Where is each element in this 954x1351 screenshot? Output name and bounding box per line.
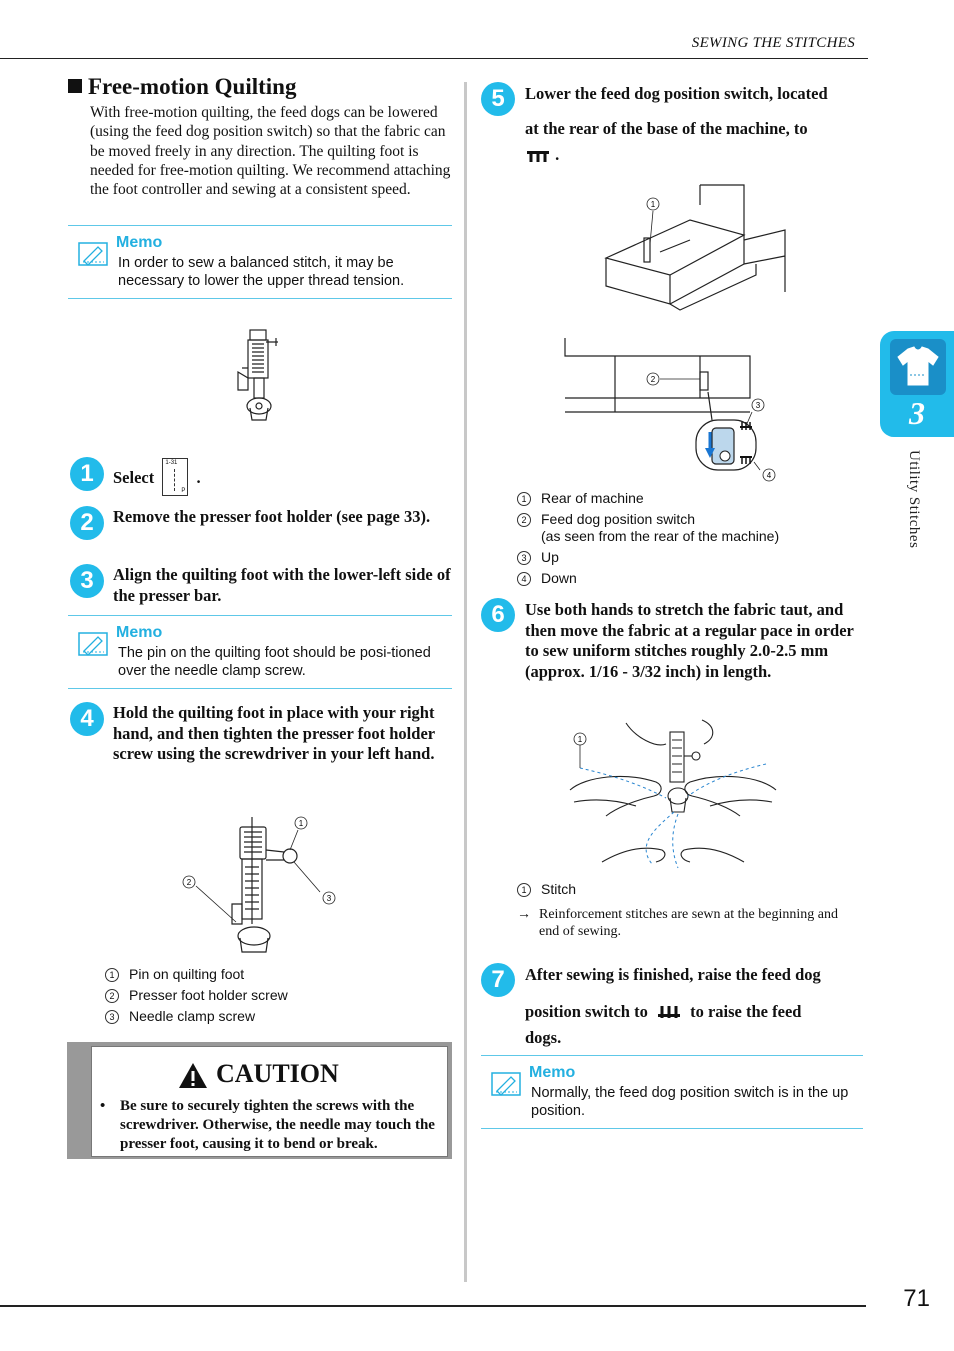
legend-item: 2 Presser foot holder screw xyxy=(105,985,288,1006)
side-label: Utility Stitches xyxy=(906,450,922,549)
memo-text: The pin on the quilting foot should be posi-tioned over the needle clamp screw. xyxy=(118,645,431,679)
step-1-label: Select xyxy=(113,467,155,487)
feed-dog-down-icon xyxy=(525,149,551,163)
foot-legend xyxy=(105,964,288,1027)
step-badge: 6 xyxy=(481,598,515,632)
note-arrow: → xyxy=(517,907,531,922)
step-badge: 5 xyxy=(481,82,515,116)
stitch-key-label: 1-31 xyxy=(165,460,178,466)
caution-box xyxy=(67,1042,452,1159)
step-7-line-3: dogs. xyxy=(525,1028,562,1047)
step-4-text: Hold the quilting foot in place with your right hand, and then tighten the presser foot holder screw using the screwdriver in your left hand. xyxy=(113,703,435,763)
foot-screw-illustration xyxy=(178,812,343,962)
step-7-line-1: After sewing is finished, raise the feed dog xyxy=(525,965,821,984)
footer-rule xyxy=(0,1305,866,1307)
chapter-number: 3 xyxy=(909,395,925,431)
legend-item: 1 Stitch xyxy=(517,879,576,900)
stitch-dotted-line-icon xyxy=(174,469,175,491)
column-divider xyxy=(464,82,467,1282)
legend-item: 1 Pin on quilting foot xyxy=(105,964,288,985)
step-1-suffix: . xyxy=(196,467,201,487)
header-rule xyxy=(0,58,868,59)
step-7-part-2: position switch to xyxy=(525,1001,648,1021)
callout-1: 1 xyxy=(650,200,656,209)
step-2-text: Remove the presser foot holder (see page 33). xyxy=(113,507,431,526)
section-heading xyxy=(68,74,296,100)
feed-dog-down-icon-small xyxy=(740,456,752,464)
step-5-text xyxy=(525,84,865,166)
memo-box xyxy=(481,1055,863,1129)
memo-box xyxy=(68,225,452,299)
memo-pencil-icon xyxy=(78,632,108,656)
stitch-note xyxy=(517,906,857,940)
legend-item: 1 Rear of machine xyxy=(517,488,779,509)
legend-item: 3 Up xyxy=(517,547,779,568)
step-3-text: Align the quilting foot with the lower-left side of the presser bar. xyxy=(113,565,451,605)
memo-text: Normally, the feed dog position switch is in the up position. xyxy=(531,1085,849,1119)
step-5-line-3 xyxy=(525,145,865,166)
step-5-suffix: . xyxy=(555,145,560,164)
step-6-text: Use both hands to stretch the fabric taut, and then move the fabric at a regular pace in order to sew uniform stitches roughly 2.0-2.5 mm (approx. 1/16 - 3/32 inch) in length. xyxy=(525,600,854,681)
callout-1: 1 xyxy=(298,819,304,828)
caution-title: CAUTION xyxy=(216,1059,339,1088)
memo-pencil-icon xyxy=(491,1072,521,1096)
caution-bullet: • xyxy=(100,1098,106,1114)
callout-3: 3 xyxy=(326,894,332,903)
step-7-line-2 xyxy=(525,1002,865,1023)
step-badge: 3 xyxy=(70,564,104,598)
quilting-foot-illustration xyxy=(228,328,288,426)
page-number: 71 xyxy=(903,1285,930,1312)
caution-panel xyxy=(91,1046,448,1157)
callout-4: 4 xyxy=(766,471,772,480)
stitch-key-letter: P xyxy=(181,488,186,494)
step-badge: 7 xyxy=(481,963,515,997)
step-badge: 4 xyxy=(70,702,104,736)
note-text: Reinforcement stitches are sewn at the beginning and end of sewing. xyxy=(539,907,838,939)
step-5-line-2: at the rear of the base of the machine, to xyxy=(525,118,808,138)
feed-dog-switch-illustration xyxy=(560,180,790,490)
memo-pencil-icon xyxy=(78,242,108,266)
caution-text: Be sure to securely tighten the screws with the screwdriver. Otherwise, the needle may touch the presser foot, causing it to bend or break. xyxy=(120,1098,435,1152)
callout-2: 2 xyxy=(186,878,192,887)
memo-box xyxy=(68,615,452,689)
feed-dog-up-icon xyxy=(656,1005,682,1021)
memo-title: Memo xyxy=(116,234,163,251)
intro-paragraph: With free-motion quilting, the feed dogs can be lowered (using the feed dog position switch) so that the fabric can be moved freely in any direction. The quilting foot is needed for free-motion quilting. We recommend attaching the foot controller and sewing at a consistent speed. xyxy=(90,104,451,199)
chapter-tab[interactable] xyxy=(880,331,954,437)
section-heading-text: Free-motion Quilting xyxy=(88,74,297,99)
warning-triangle-icon xyxy=(178,1062,208,1089)
shirt-icon xyxy=(890,339,946,395)
memo-title: Memo xyxy=(529,1064,576,1081)
square-bullet-icon xyxy=(68,79,82,93)
callout-3: 3 xyxy=(755,401,761,410)
shirt-box xyxy=(890,339,946,395)
caution-text-block xyxy=(100,1097,445,1154)
legend-item: 2 Feed dog position switch (as seen from the rear of the machine) xyxy=(517,509,779,547)
legend-item: 3 Needle clamp screw xyxy=(105,1006,288,1027)
legend-item: 4 Down xyxy=(517,568,779,589)
callout-1: 1 xyxy=(577,735,583,744)
callout-2: 2 xyxy=(650,375,656,384)
step-1-text xyxy=(113,460,201,498)
step-badge: 1 xyxy=(70,457,104,491)
hands-stitch-illustration xyxy=(566,718,781,870)
memo-title: Memo xyxy=(116,624,163,641)
stitch-legend xyxy=(517,879,576,900)
step-5-line-1: Lower the feed dog position switch, located xyxy=(525,84,828,103)
machine-legend xyxy=(517,488,779,589)
step-7-part-3: to raise the feed xyxy=(690,1001,802,1021)
memo-text: In order to sew a balanced stitch, it may be necessary to lower the upper thread tension. xyxy=(118,255,405,289)
running-header: SEWING THE STITCHES xyxy=(691,35,855,51)
step-badge: 2 xyxy=(70,506,104,540)
stitch-select-key[interactable] xyxy=(162,458,188,496)
step-7-text xyxy=(525,965,865,1049)
